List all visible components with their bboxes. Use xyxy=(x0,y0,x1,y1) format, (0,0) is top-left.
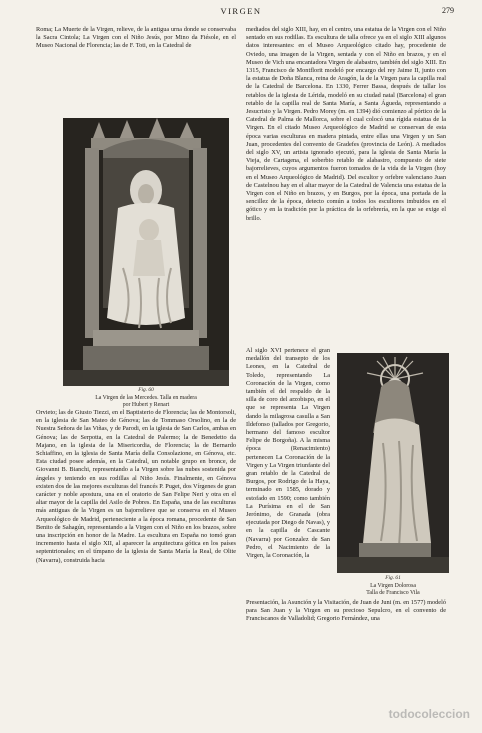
virgin-throne-statue-image xyxy=(63,118,229,386)
figure-label: Fig. 61 xyxy=(385,575,401,581)
figure-61-caption xyxy=(330,575,456,597)
left-column-top xyxy=(36,26,236,51)
left-column-bottom xyxy=(36,409,236,565)
paragraph: Roma; La Muerte de la Virgen, relieve, de la antigua urna donde se conservaba la Sacra Cintola; La Virgen con el Niño Jesús, por Mino da Fiésole, en el Museo Nacional de Florencia; las de F. Toti, en la Catedral de xyxy=(36,26,236,50)
right-column-top xyxy=(246,26,446,223)
paragraph: mediados del siglo XIII, hay, en el centro, una estatua de la Virgen con el Niño sentado en sus rodillas. Es escultura de talla ofrece ya en el siglo XIII algunos datos interesantes: en el Museo Arqueológico citado hay, procedente de Oviedo, una imagen de la Virgen, sentada y con el Niño en brazos, y en el Museo de Vich una encantadora Virgen de alabastro, también del siglo XIII. En 1315, Francisco de Montflorit modeló por encargo del rey Jaime II, junto con la estatua de Doña Blanca, reina de Aragón, la de la Virgen para la capilla real de la Catedral de Barcelona. En 1330, Ferrer Bassa, después de tallar los retablos de la iglesia de Lérida, modeló en su ciudad natal (Barcelona) el gran retablo de la capilla real de Santa María, a Santa Águeda, representando a Jesucristo y la Virgen. Pedro Morey (m. en 1394) dió comienzo al pórtico de la Catedral de Palma de Mallorca, sobre el cual colocó una rígida estatua de la Virgen. En el citado Museo Arqueológico de Madrid se conservan de esta época varias esculturas en madera pintada, entre ellas una Virgen y un San Juan, procedentes del convento de Gradefes (provincia de León). A mediados del siglo XV, un artista ignorado ejecutó, para la iglesia de Santa María la Vieja, de Cartagena, el soberbio retablo de alabastro, compuesto de siete bajorrelieves, cuyos argumentos fueron tomados de la vida de la Virgen (hoy en el Museo Arqueológico de Madrid). Del escultor y orfebre valenciano Juan de Castelnou hay en el altar mayor de la Catedral de Valencia una estatua de la Virgen con el Niño en brazos, y en Burgos, por la época, una portada de la sencillez de la época, detecto común a todos los escultores imbuidos en el gótico y en la tradición por la práctica de la orfebrería, en la que se exige el brillo. xyxy=(246,26,446,222)
right-column-bottom xyxy=(246,599,446,624)
paragraph: Presentación, la Asunción y la Visitación, de Juan de Juni (m. en 1577) modeló para San Juan y la Virgen en su precioso Sepulcro, en el convento de Franciscanos de Valladolid; Gregorio Fernández, una xyxy=(246,599,446,623)
caption-line: La Virgen Dolorosa xyxy=(370,583,416,589)
caption-line: por Hubert y Renart xyxy=(122,402,170,408)
dolorosa-statue-image xyxy=(337,353,449,573)
caption-line: La Virgen de las Mercedes. Talla en madera xyxy=(95,395,197,401)
paragraph: Al siglo XVI pertenece el gran medallón del transepto de los Leones, en la Catedral de Toledo, representando La Coronación de la Virgen, como también el del respaldo de la silla de coro del arzobispo, en el que se representa La Virgen dando la milagrosa casulla a San Ildefonso (tallados por Gregorio, hermano del famoso escultor Felipe de Borgoña). A la misma época (Renacimiento) pertenecen La Coronación de la Virgen y La Virgen triunfante del gran retablo de la Catedral de Burgos, por Rodrigo de la Haya, terminado en 1585, dorado y estofado en 1590; como también La Purísima en el de San Jerónimo, de Granada (obra ejecutada por Diego de Navas), y en la capilla de Cascante (Navarra) por Gonzalez de San Pedro, el Nacimiento de la Virgen, la Coronación, la xyxy=(246,347,330,560)
watermark: todocoleccion xyxy=(388,707,470,721)
right-column-narrow xyxy=(246,347,330,560)
figure-60-caption xyxy=(58,387,234,409)
caption-line: Talla de Francisco Vila xyxy=(366,590,420,596)
running-title: VIRGEN xyxy=(220,6,262,16)
figure-label: Fig. 60 xyxy=(138,387,154,393)
figure-60-photo xyxy=(63,118,229,386)
paragraph: Orvieto; las de Giusto Tiezzi, en el Baptisterio de Florencia; las de Montorsoli, en la iglesia de San Mateo de Génova; las de Tommaso Orsolino, en la de Nuestra Señora de las Viñas, y de Parodi, en la iglesia de San Carlos, ambas en Génova; las de Serpotta, en la Catedral de Palermo; la de Benedetto da Majano, en la iglesia de la Misericordia, de Florencia; la de Bernardo Schiaffino, en la iglesia de Santa María della Consolazione, en Génova, etc. Esta ciudad posee además, en la Catedral, un notable grupo en bronce, de Giovanni B. Bianchi, representando a la Virgen sobre las nubes sostenida por ángeles y teniendo en sus rodillas al Niño Jesús. Finalmente, en Génova existen dos de las mejores esculturas del francés P. Puget, dos Vírgenes de gran carácter y noble apostura, una en el oratorio de San Felipe Neri y otra en el altar mayor de la capilla del Asilo de Pobres. En España, una de las esculturas más antiguas de la Virgen es un bajorrelieve que se conserva en el Museo Arqueológico de Madrid, perteneciente a la época romana, procedente de San Benito de Sahagún, representando a la Virgen con el Niño en los brazos, sobre una inscripción en honor de la Madre. La escultura en España no tomó gran incremento hasta el siglo XII, al aparecer la arquitectura gótica en los países septentrionales; en el tímpano de la iglesia de Santa María la Real, de Olite (Navarra), construida hacia xyxy=(36,409,236,564)
figure-61-photo xyxy=(337,353,449,573)
running-header xyxy=(0,6,482,20)
page-number: 279 xyxy=(442,6,454,15)
